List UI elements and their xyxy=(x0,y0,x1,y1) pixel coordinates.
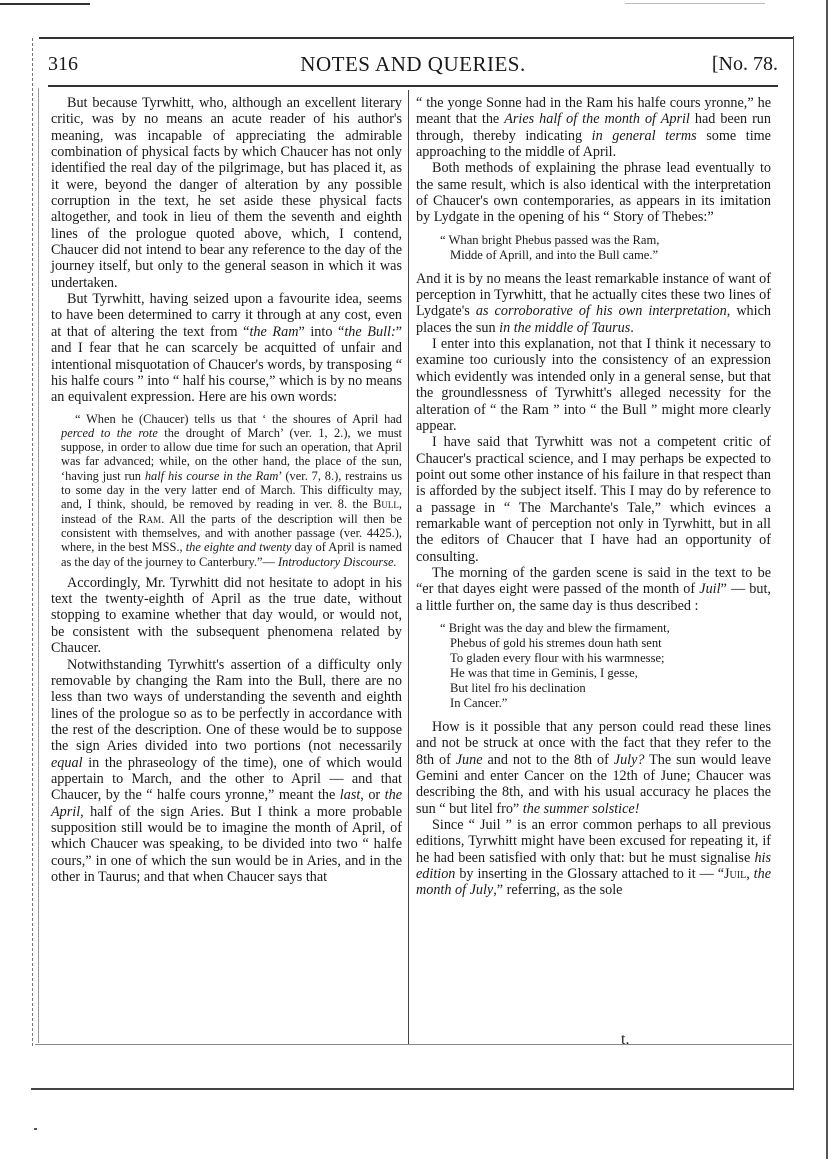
paragraph: Since “ Juil ” is an error common perhaps to all previous editions, Tyrwhitt might have been excused for repeating it, if he had been satisfied with only that: but he must signalise his edition by inserting in the Glossary attached to it — “Juil, the month of July,” referring, as the sole xyxy=(416,817,772,899)
block-quote: “ When he (Chaucer) tells us that ‘ the shoures of April had perced to the rote the drought of March’ (ver. 1, 2.), we must suppose, in order to allow due time for such an operation, that April was far advanced; while, on the other hand, the place of the sun, ‘having just run half his course in the Ram’ (ver. 7, 8.), restrains us to some day in the very latter end of March. This difficulty may, and, I think, should, be removed by reading in ver. 8. the Bull, instead of the Ram. All the parts of the description will then be consistent with themselves, and with another passage (ver. 4425.), where, in the best MSS., the eighte and twenty day of April is named as the day of the journey to Canterbury.”— Introductory Discourse. xyxy=(61,411,403,569)
issue-number: [No. 78. xyxy=(711,53,778,75)
page-edge xyxy=(826,0,828,1159)
verse-line: Phebus of gold his stremes doun hath sent xyxy=(450,635,662,650)
header-rule xyxy=(48,85,778,87)
paragraph: I enter into this explanation, not that I think it necessary to examine too curiously into the consistency of an expression which evidently was intended only in a general sense, but that the groundlessness of Tyrwhitt's alleged necessity for the alteration of “ the Ram ” into “ the Bull ” might more clearly appear. xyxy=(416,336,771,434)
verse-line: In Cancer.” xyxy=(450,695,508,710)
paragraph: “ the yonge Sonne had in the Ram his halfe cours yronne,” he meant that the Aries half of the month of April had been run through, thereby indicating in general terms some time approaching to the middle of April. xyxy=(416,95,771,161)
paragraph: But because Tyrwhitt, who, although an excellent literary critic, was by no means an acute reader of his author's meaning, was incapable of appreciating the admirable combination of physical facts by which Chaucer has not only identified the real day of the pilgrimage, but has placed it, as it were, beyond the danger of alteration by any possible corruption in the text, he set aside these physical facts altogether, and took in lieu of them the seventh and eighth lines of the prologue quoted above, which, I contend, Chaucer did not intend to bear any reference to the day of the journey itself, but only to the general season in which it was undertaken. xyxy=(51,95,402,291)
verse-quote xyxy=(440,621,771,711)
bottom-rule xyxy=(35,1044,792,1045)
inner-left-rule xyxy=(38,88,39,1043)
paragraph: Both methods of explaining the phrase lead eventually to the same result, which is also identical with the interpretation of Chaucer's own contemporaries, as appears in its imitation by Lydgate in the opening of his “ Story of Thebes:” xyxy=(416,160,771,226)
running-header xyxy=(48,50,778,80)
verse-quote xyxy=(440,233,771,263)
scan-edge-mark xyxy=(625,3,765,4)
paragraph: Accordingly, Mr. Tyrwhitt did not hesitate to adopt in his text the twenty-eighth of April as the true date, without stopping to examine whether that day would, or would not, be consistent with the subsequent phenomena related by Chaucer. xyxy=(51,574,402,657)
signature-mark: t. xyxy=(621,1031,630,1048)
scan-speck xyxy=(34,1128,37,1130)
paragraph: I have said that Tyrwhitt was not a competent critic of Chaucer's practical science, and I may perhaps be expected to point out some other instance of his failure in that respect than is afforded by the subject itself. This I may do by reference to a passage in “ The Marchante's Tale,” which evinces a remarkable want of perception not only in Tyrwhitt, but in all the editors of Chaucer that I have had an opportunity of consulting. xyxy=(416,434,771,565)
page-number: 316 xyxy=(48,53,78,75)
journal-title: NOTES AND QUERIES. xyxy=(300,52,526,76)
frame-top-rule xyxy=(39,37,793,39)
verse-line: To gladen every flour with his warmnesse; xyxy=(450,650,665,665)
paragraph: How is it possible that any person could read these lines and not be struck at once with the fact that they refer to the 8th of June and not to the 8th of July? The sun would leave Gemini and enter Cancer on the 12th of June; Chaucer was describing the 8th, and with his usual accuracy he places the sun “ but litel fro” the summer solstice! xyxy=(416,718,771,817)
paragraph: The morning of the garden scene is said in the text to be “er that dayes eight were passed of the month of Juil” — but, a little further on, the same day is thus described : xyxy=(416,564,771,614)
verse-line: He was that time in Geminis, I gesse, xyxy=(450,665,638,680)
scan-edge-mark xyxy=(0,3,90,5)
frame-left-rule xyxy=(32,38,33,1048)
paragraph: But Tyrwhitt, having seized upon a favourite idea, seems to have been determined to carry it through at any cost, even at that of altering the text from “the Ram” into “the Bull:” and I fear that he can scarcely be acquitted of unfair and intentional misquotation of Chaucer's words, by transposing “ his halfe cours ” into “ half his course,” which is by no means an equivalent expression. Here are his own words: xyxy=(51,291,402,406)
verse-line: But litel fro his declination xyxy=(450,680,586,695)
left-column xyxy=(51,95,402,885)
right-column xyxy=(416,95,771,899)
column-divider xyxy=(408,90,409,1045)
verse-line: “ Bright was the day and blew the firmament, xyxy=(440,620,670,635)
verse-line: “ Whan bright Phebus passed was the Ram, xyxy=(440,232,660,247)
paragraph: And it is by no means the least remarkable instance of want of perception in Tyrwhitt, that he actually cites these two lines of Lydgate's as corroborative of his own interpretation, which places the sun in the middle of Taurus. xyxy=(416,270,771,336)
paragraph: Notwithstanding Tyrwhitt's assertion of a difficulty only removable by changing the Ram into the Bull, there are no less than two ways of understanding the seventh and eighth lines of the prologue so as to be perfectly in accordance with the rest of the description. One of these would be to suppose the sign Aries divided into two portions (not necessarily equal in the phraseology of the time), one of which would appertain to March, and the other to April — and that Chaucer, by the “ halfe cours yronne,” meant the last, or the April, half of the sign Aries. But I think a more probable supposition still would be to imagine the month of April, of which Chaucer was speaking, to be divided into two “ halfe cours,” in one of which the sun would be in Aries, and in the other in Taurus; and that when Chaucer says that xyxy=(51,656,402,885)
verse-line: Midde of Aprill, and into the Bull came.” xyxy=(450,247,659,262)
